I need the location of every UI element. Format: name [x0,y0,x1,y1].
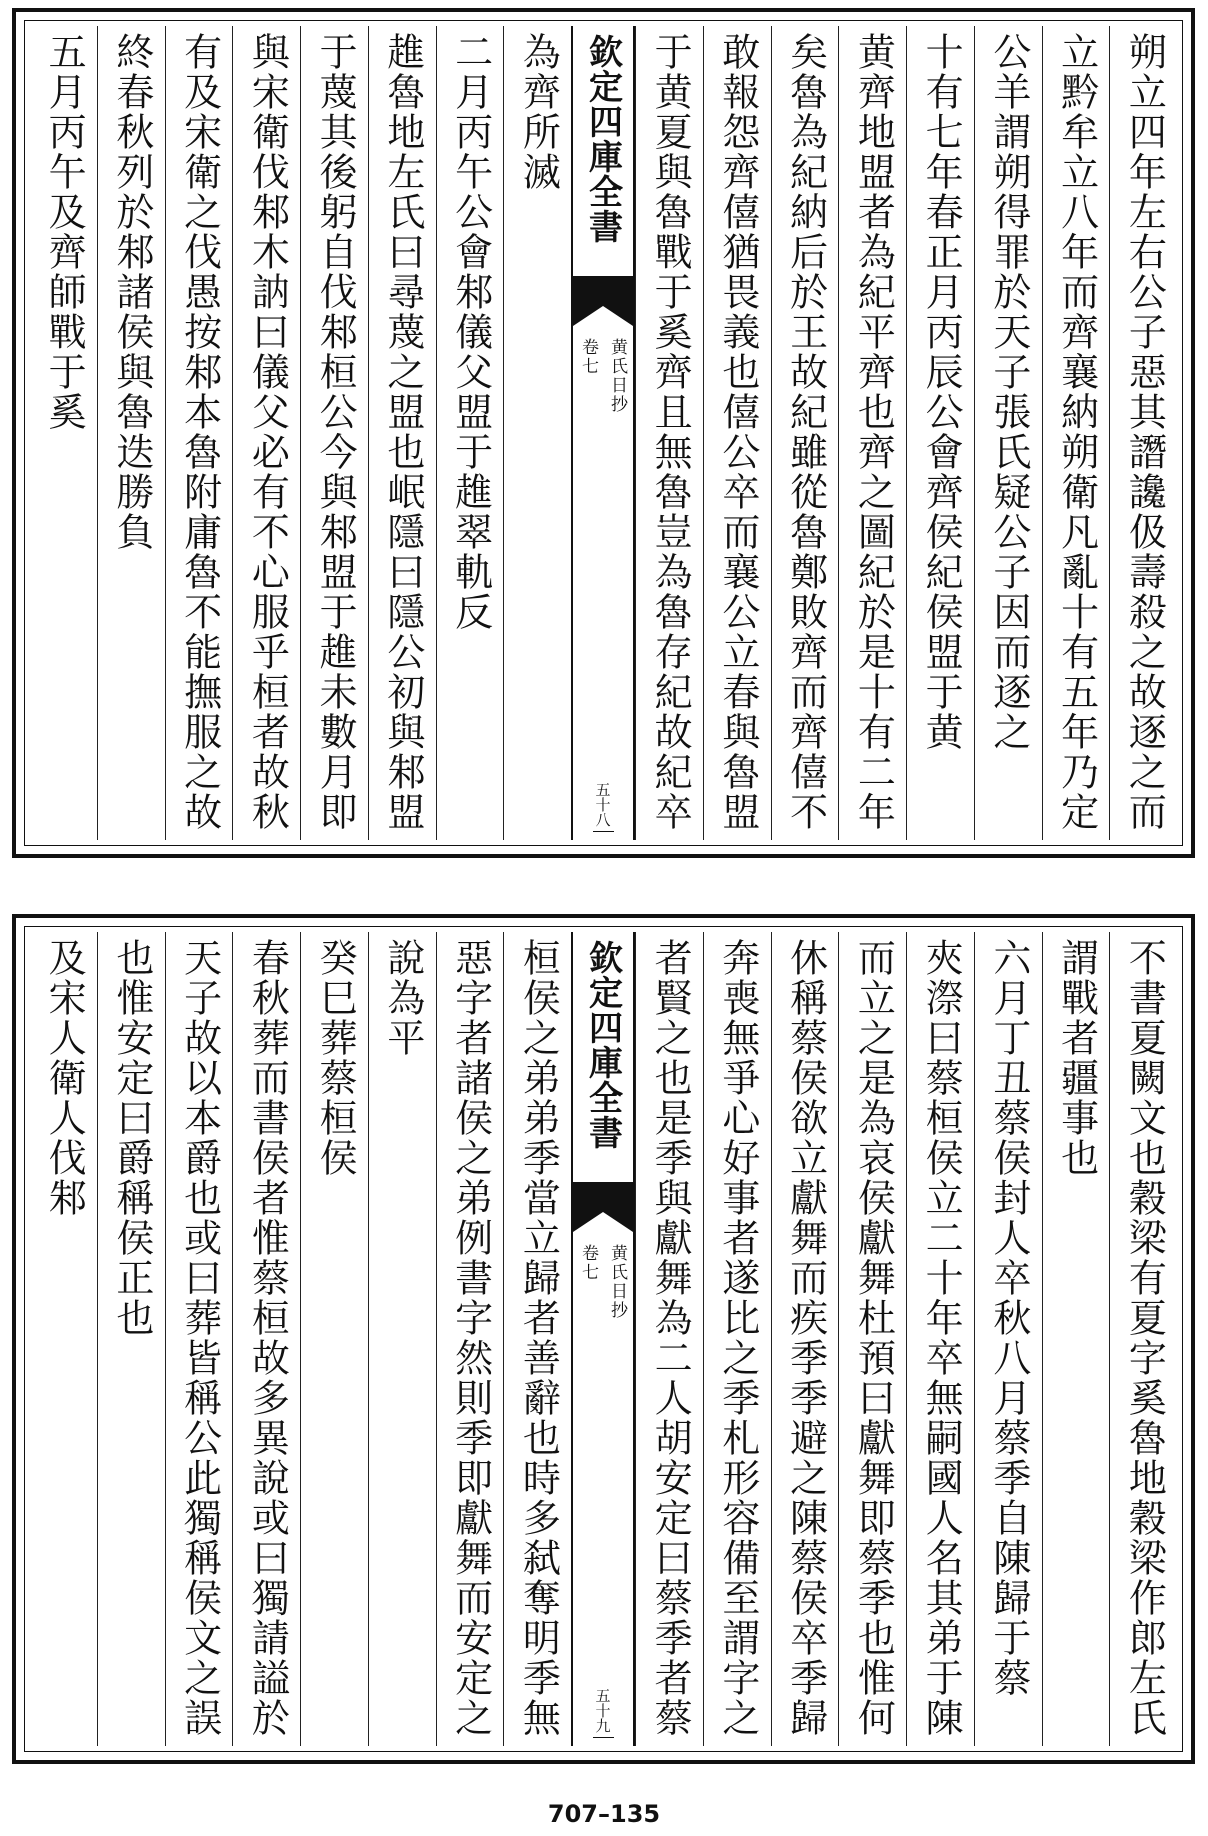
footer-page-id: 707–135 [547,1800,661,1828]
top-page [12,8,1195,858]
text-column [503,932,571,1746]
volume-label: 卷七 [578,338,598,376]
column-text: 公羊謂朔得罪於天子張氏疑公子因而逐之 [986,32,1031,752]
text-column [300,26,368,840]
page-number: 五十八 [593,782,614,832]
column-text: 敢報怨齊僖猶畏義也僖公卒而襄公立春與魯盟 [715,32,760,832]
text-column [703,26,771,840]
column-text: 與宋衛伐邾木訥曰儀父必有不心服乎桓者故秋 [245,32,290,832]
column-text: 不書夏闕文也穀梁有夏字奚魯地穀梁作郎左氏 [1122,938,1167,1738]
column-text: 立黔牟立八年而齊襄納朔衛凡亂十有五年乃定 [1054,32,1099,832]
book-title: 黄氏日抄 [607,1244,627,1320]
text-column [1042,932,1110,1746]
text-column [838,932,906,1746]
text-column [165,26,233,840]
column-text: 癸巳葬蔡桓侯 [313,938,358,1178]
text-column [30,932,97,1746]
text-column [97,932,165,1746]
column-text: 于蔑其後躬自伐邾桓公今與邾盟于趡未數月即 [313,32,358,832]
column-text: 六月丁丑蔡侯封人卒秋八月蔡季自陳歸于蔡 [986,938,1031,1698]
top-page-columns [30,26,1177,840]
text-column [703,932,771,1746]
text-column [771,932,839,1746]
column-text: 夾漈曰蔡桓侯立二十年卒無嗣國人名其弟于陳 [919,938,964,1738]
collection-title: 欽定四庫全書 [582,34,623,244]
text-column [503,26,571,840]
fish-tail-mark [573,1182,633,1232]
column-text: 十有七年春正月丙辰公會齊侯紀侯盟于黄 [919,32,964,752]
column-text: 二月丙午公會邾儀父盟于趡翠軌反 [448,32,493,632]
column-text: 及宋人衛人伐邾 [42,938,87,1218]
text-column [300,932,368,1746]
column-text: 終春秋列於邾諸侯與魯迭勝負 [109,32,154,552]
text-column [906,932,974,1746]
text-column [97,26,165,840]
column-text: 也惟安定曰爵稱侯正也 [109,938,154,1338]
page-number: 五十九 [593,1688,614,1738]
bottom-page [12,914,1195,1764]
column-text: 五月丙午及齊師戰于奚 [42,32,87,432]
text-column [368,26,436,840]
column-text: 天子故以本爵也或曰葬皆稱公此獨稱侯文之誤 [177,938,222,1738]
column-text: 朔立四年左右公子惡其譖讒伋壽殺之故逐之而 [1122,32,1167,832]
text-column [771,26,839,840]
center-gutter [571,932,635,1746]
text-column [1109,932,1177,1746]
text-column [838,26,906,840]
book-title: 黄氏日抄 [607,338,627,414]
column-text: 矣魯為紀納后於王故紀雖從魯鄭敗齊而齊僖不 [783,32,828,832]
column-text: 趡魯地左氏曰尋蔑之盟也岷隱曰隱公初與邾盟 [380,32,425,832]
column-text: 為齊所滅 [516,32,561,192]
column-text: 桓侯之弟弟季當立歸者善辭也時多弑奪明季無 [516,938,561,1738]
text-column [974,932,1042,1746]
column-text: 惡字者諸侯之弟例書字然則季即獻舞而安定之 [448,938,493,1738]
column-text: 黄齊地盟者為紀平齊也齊之圖紀於是十有二年 [851,32,896,832]
text-column [165,932,233,1746]
text-column [232,932,300,1746]
text-column [1042,26,1110,840]
text-column [436,26,504,840]
text-column [906,26,974,840]
column-text: 春秋葬而書侯者惟蔡桓故多異說或曰獨請謚於 [245,938,290,1738]
text-column [1109,26,1177,840]
gutter-sub [576,1244,630,1544]
column-text: 者賢之也是季與獻舞為二人胡安定曰蔡季者蔡 [648,938,693,1738]
column-text: 說為平 [380,938,425,1058]
text-column [30,26,97,840]
text-column [635,26,703,840]
column-text: 于黄夏與魯戰于奚齊且無魯豈為魯存紀故紀卒 [648,32,693,832]
text-column [635,932,703,1746]
column-text: 有及宋衛之伐愚按邾本魯附庸魯不能撫服之故 [177,32,222,832]
text-column [232,26,300,840]
text-column [368,932,436,1746]
column-text: 謂戰者疆事也 [1054,938,1099,1178]
text-column [436,932,504,1746]
column-text: 而立之是為哀侯獻舞杜預曰獻舞即蔡季也惟何 [851,938,896,1738]
center-gutter [571,26,635,840]
text-column [974,26,1042,840]
volume-label: 卷七 [578,1244,598,1282]
bottom-page-columns [30,932,1177,1746]
column-text: 休稱蔡侯欲立獻舞而疾季季避之陳蔡侯卒季歸 [783,938,828,1738]
collection-title: 欽定四庫全書 [582,940,623,1150]
fish-tail-mark [573,276,633,326]
gutter-sub [576,338,630,638]
column-text: 奔喪無爭心好事者遂比之季札形容備至謂字之 [715,938,760,1738]
